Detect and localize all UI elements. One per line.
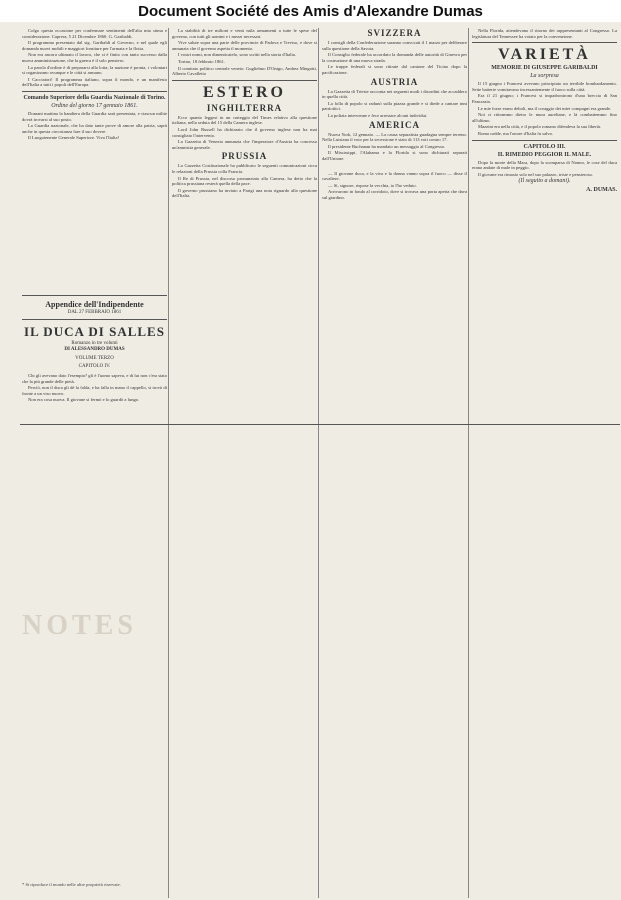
paragraph: Il Luogotenente Generale Superiore. Viva l'Italia! bbox=[28, 135, 120, 141]
continued-note: (Il seguito a domani). bbox=[518, 178, 571, 185]
paragraph: La stabilità di tre milioni e venti mila armamenti a tutte le spese del governo, con tutti gli uomini e i mezzi necessari. bbox=[172, 28, 317, 39]
paragraph: I consigli della Confederazione saranno convocati il 1 marzo per deliberare sulla questione della Savoia. bbox=[322, 40, 467, 51]
rule bbox=[22, 91, 167, 92]
paragraph: La polizia intervenne e fece arrestare alcuni individui. bbox=[328, 112, 428, 118]
paragraph: Il giovane era rimasto solo nel suo palazzo, triste e pensieroso. bbox=[478, 171, 594, 177]
chapter-label: CAPITOLO IV. bbox=[78, 363, 111, 369]
paragraph: La folla di popolo si radunò sulla piazza grande e si diede a cantare inni patriottici. bbox=[322, 100, 467, 112]
section-heading: MEMORIE DI GIUSEPPE GARIBALDI bbox=[491, 65, 598, 72]
rule bbox=[22, 295, 167, 296]
paragraph: Chi gli avevano dato l'esempio? gli è l'uomo sapeva, e di lui non c'era stato che la più grande delle pietà. bbox=[22, 372, 167, 384]
paragraph: Non era cosa nuova. Il giovane si fermò e lo guardò a lungo. bbox=[28, 397, 140, 403]
paragraph: Domani mattina la bandiera della Guardia sarà presentata, e ciascun milite dovrà trovarsi al suo posto. bbox=[22, 110, 167, 122]
paragraph: — Il giovane duca, e la viva e la donna vanno sopra il fuoco — disse il cavaliere. bbox=[322, 170, 467, 182]
volume-label: VOLUME TERZO bbox=[75, 355, 114, 361]
novel-author: DI ALESSANDRO DUMAS bbox=[64, 346, 125, 352]
rule bbox=[172, 80, 317, 81]
paragraph: La Gazzetta Costituzionale ha pubblicato le seguenti comunicazioni circa le relazioni della Prussia colla Francia. bbox=[172, 163, 317, 174]
rule bbox=[22, 319, 167, 320]
paragraph: Il governo prussiano ha inviato a Parigi una nota riguardo alla questione dell'Italia. bbox=[172, 187, 317, 199]
newspaper-page bbox=[0, 22, 621, 900]
column-2 bbox=[172, 28, 317, 200]
column-3 bbox=[322, 28, 467, 201]
document-title: Document Société des Amis d'Alexandre Dumas bbox=[138, 2, 483, 20]
appendix-title: Appendice dell'Indipendente bbox=[45, 299, 144, 309]
section-heading: PRUSSIA bbox=[221, 151, 268, 162]
paragraph: Lord John Russell ha dichiarato che il governo inglese non ha mai consigliato l'intervento. bbox=[172, 126, 317, 138]
section-heading: INGHILTERRA bbox=[206, 102, 283, 113]
novel-subtitle: Romanzo in tre volumi bbox=[71, 340, 118, 346]
paragraph: Era il 21 giugno; i Francesi si impadronirono d'una breccia di San Pancrazio. bbox=[472, 93, 617, 104]
column-divider bbox=[468, 28, 469, 898]
appendix-date: DAL 27 FEBBRAIO 1861 bbox=[67, 309, 122, 315]
paragraph: I vostri nomi, non dimenticatelo, sono scritti nella storia d'Italia. bbox=[178, 52, 296, 58]
column-divider bbox=[168, 28, 169, 898]
paragraph: Nella Florida, attendevano il ritorno dei rappresentanti al Congresso. La legislatura del Tennessee ha votato per la convenzione. bbox=[472, 28, 617, 39]
chapter-label: CAPITOLO III. bbox=[523, 143, 566, 150]
paragraph: La Gazzetta di Venezia annunzia che l'imperatore d'Austria ha concesso un'amnistia generale. bbox=[172, 139, 317, 150]
rule bbox=[472, 42, 617, 43]
paragraph: Le truppe federali si sono ritirate dal cantone del Ticino dopo la pacificazione. bbox=[322, 64, 467, 75]
paragraph: La Gazzetta di Trieste racconta nei seguenti modi i disordini che accaddero in quella città. bbox=[322, 88, 467, 100]
paragraph: Il 15 giugno i Francesi avevano principiato un terribile bombardamento. Sette batterie vomitavano incessantemente il fuoco sulla città. bbox=[472, 81, 617, 92]
paragraph: Il Mississippi, l'Alabama e la Florida si sono dichiarati separati dall'Unione. bbox=[322, 150, 467, 161]
section-heading: AMERICA bbox=[369, 119, 420, 130]
section-heading: Comando Superiore della Guardia Nazionale di Torino. bbox=[23, 94, 166, 101]
section-divider bbox=[20, 424, 620, 425]
rule bbox=[472, 140, 617, 141]
section-heading: AUSTRIA bbox=[370, 76, 419, 87]
section-heading: VARIETÀ bbox=[498, 46, 591, 64]
footnote: * Si riproduce il mondo nelle altre proprietà riservate. bbox=[22, 882, 121, 887]
paragraph: Perciò, non il duca gli dè la falda, e ha falla in mano il cappello, si trovò di fronte a un viso nuovo. bbox=[22, 385, 167, 396]
document-header bbox=[0, 0, 621, 22]
paragraph: Il presidente Buchanan ha mandato un messaggio al Congresso. bbox=[328, 143, 446, 149]
column-4 bbox=[472, 28, 617, 194]
paragraph: Vive salute sopra una parte delle provincie di Padova e Treviso, e dove si annunzia che il governo aspetta il momento. bbox=[172, 40, 317, 51]
paragraph: La Guardia nazionale, che ha dato tante prove di amore alla patria, saprà anche in questa circostanza fare il suo dovere. bbox=[22, 123, 167, 134]
section-subheading: La sorpresa bbox=[530, 73, 559, 80]
order-date: Ordine del giorno 17 gennaio 1861. bbox=[51, 102, 138, 109]
paragraph: Le mie forze erano deboli, ma il coraggio dei miei compagni era grande. bbox=[478, 105, 612, 111]
paragraph: I Cacciatori! Il programma italiano, sopra il mondo, e un manifesto dell'Italia a tutti i popoli dell'Europa. bbox=[22, 76, 167, 88]
dateline: Torino, 18 febbraio 1861. bbox=[178, 58, 226, 64]
paragraph: Non era ancora ultimato il lavoro, che si è finito con tanto successo dalla nuova amministrazione, che la guerra è il solo pensiero. bbox=[22, 52, 167, 63]
column-1 bbox=[22, 28, 167, 404]
section-heading: SVIZZERA bbox=[367, 28, 422, 38]
paragraph: Noi ci ritirammo dietro le mura aureliane, e là combattemmo fino all'ultimo. bbox=[472, 112, 617, 123]
column-divider bbox=[318, 28, 319, 898]
paragraph: Dopo la morte della Mara, dopo la scomparsa di Nonno, le cose del duca erano andate di male in peggio. bbox=[472, 159, 617, 171]
paragraph: Il programma presentato dal sig. Garibaldi al Governo, e nel quale egli domanda nuovi mobili e maggiori forniture per l'armata e la flotta. bbox=[22, 40, 167, 51]
show-through-text: NOTES bbox=[22, 610, 137, 641]
novel-title: IL DUCA DI SALLES bbox=[24, 323, 165, 339]
paragraph: Mazzini era nella città, e il popolo romano difendeva la sua libertà. bbox=[478, 124, 602, 130]
paragraph: Arrivarono in fondo al corridoio, dove si trovava una porta aperta che dava sul giardino. bbox=[322, 189, 467, 200]
paragraph: Roma cadde, ma l'onore d'Italia fu salvo. bbox=[478, 130, 554, 136]
paragraph: Il Re di Prussia, nel discorso pronunziato alla Camera, ha detto che la politica prussiana resterà quella della pace. bbox=[172, 175, 317, 187]
paragraph: Nuova York, 12 gennaio. — La causa separatista guadagna sempre terreno. Nella Luisiana il voto per la secessione è stato di 113 voti contro 17. bbox=[322, 131, 467, 143]
author-signature: A. DUMAS. bbox=[586, 187, 617, 194]
paragraph: — Sì, signore, rispose la vecchia, io l'ho veduto. bbox=[328, 182, 417, 188]
signers: Il comitato politico centrale veneto: Guglielmo D'Onigo, Andrea Mingotti, Alberto Cavalletto bbox=[172, 65, 317, 77]
paragraph: Il Consiglio federale ha accordato la domanda delle autorità di Ginevra per la costruzione di una nuova strada. bbox=[322, 52, 467, 63]
chapter-title: IL RIMEDIO PEGGIOR IL MALE. bbox=[497, 151, 592, 158]
section-heading: ESTERO bbox=[203, 83, 286, 101]
paragraph: Colgo questa occasione per confermare sentimenti dell'alta mia stima e considerazione. Caprera, 5 21 Dicembre 1860. G. Garibaldi. bbox=[22, 28, 167, 39]
paragraph: La parola d'ordine è di prepararsi alla lotta; la nazione è pronta, i volontari si organizzano ovunque e le città si armano. bbox=[22, 64, 167, 76]
appendix-box bbox=[22, 300, 167, 370]
paragraph: Ecco quanto leggesi in un carteggio del Times relativo alla questione italiana, nella seduta del 15 della Camera inglese. bbox=[172, 114, 317, 126]
